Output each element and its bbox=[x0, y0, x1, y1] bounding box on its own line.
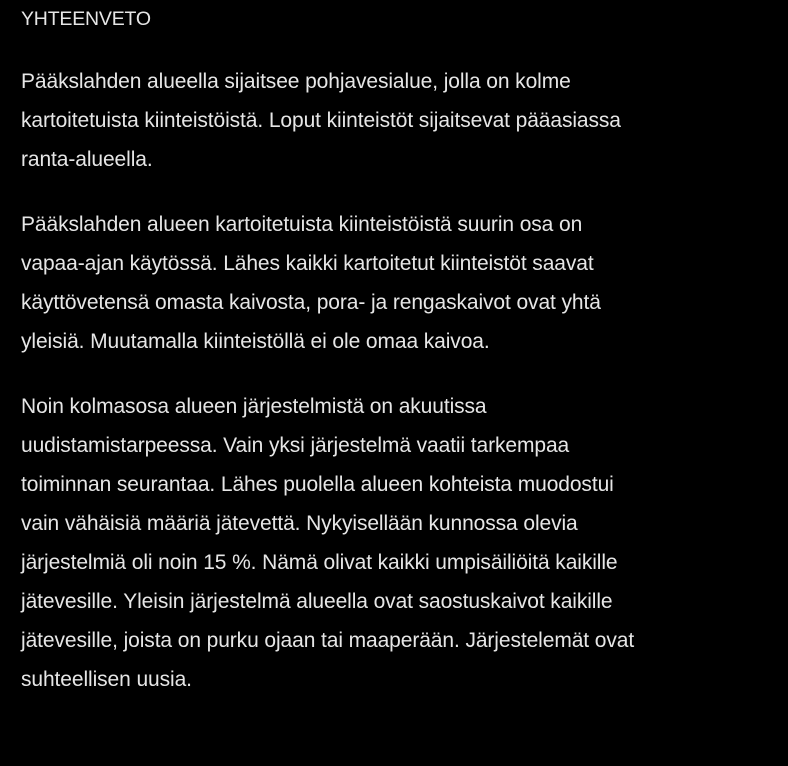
paragraph-line: järjestelmiä oli noin 15 %. Nämä olivat kaikki umpisäiliöitä kaikille bbox=[21, 551, 618, 574]
paragraph-line: yleisiä. Muutamalla kiinteistöllä ei ole omaa kaivoa. bbox=[21, 330, 490, 353]
paragraph-line: Noin kolmasosa alueen järjestelmistä on akuutissa bbox=[21, 395, 487, 418]
paragraph-line: Pääkslahden alueella sijaitsee pohjavesialue, jolla on kolme bbox=[21, 70, 571, 93]
paragraph-line: suhteellisen uusia. bbox=[21, 668, 192, 691]
paragraph-line: jätevesille. Yleisin järjestelmä alueella ovat saostuskaivot kaikille bbox=[21, 590, 613, 613]
paragraph-line: Pääkslahden alueen kartoitetuista kiinteistöistä suurin osa on bbox=[21, 213, 583, 236]
paragraph-line: vapaa-ajan käytössä. Lähes kaikki kartoitetut kiinteistöt saavat bbox=[21, 252, 594, 275]
paragraph-line: ranta-alueella. bbox=[21, 148, 153, 171]
paragraph-line: uudistamistarpeessa. Vain yksi järjestelmä vaatii tarkempaa bbox=[21, 434, 570, 457]
paragraph-line: kartoitetuista kiinteistöistä. Loput kiinteistöt sijaitsevat pääasiassa bbox=[21, 109, 621, 132]
section-heading: YHTEENVETO bbox=[21, 8, 151, 30]
paragraph-line: vain vähäisiä määriä jätevettä. Nykyisellään kunnossa olevia bbox=[21, 512, 578, 535]
paragraph-2 bbox=[21, 205, 774, 361]
paragraph-line: toiminnan seurantaa. Lähes puolella alueen kohteista muodostui bbox=[21, 473, 614, 496]
paragraph-line: käyttövetensä omasta kaivosta, pora- ja rengaskaivot ovat yhtä bbox=[21, 291, 601, 314]
paragraph-line: jätevesille, joista on purku ojaan tai maaperään. Järjestelemät ovat bbox=[21, 629, 635, 652]
paragraph-3 bbox=[21, 387, 774, 699]
paragraph-1 bbox=[21, 62, 774, 179]
